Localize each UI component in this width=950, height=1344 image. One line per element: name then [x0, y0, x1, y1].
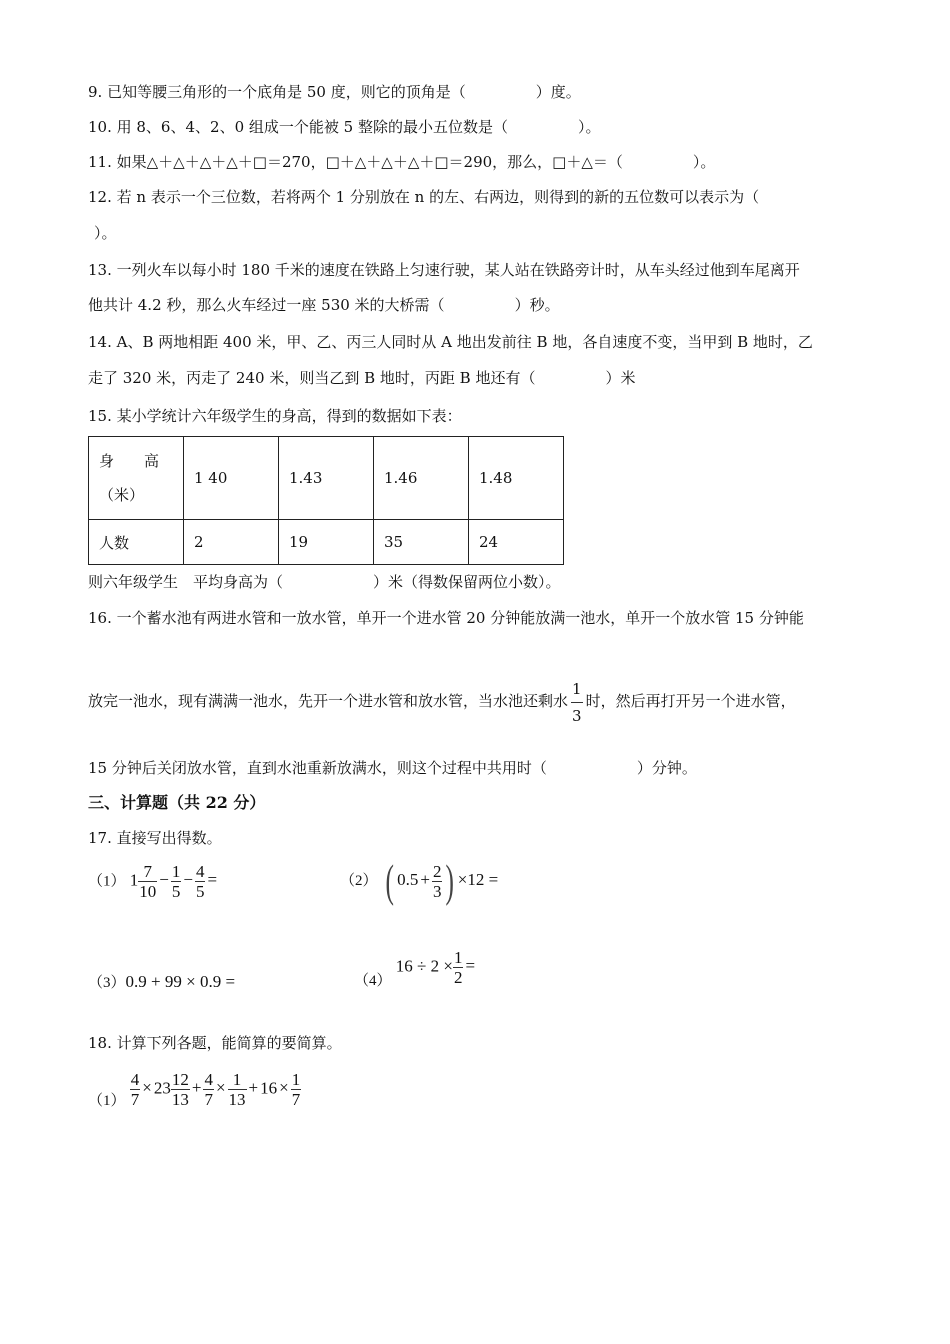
q16-text-end: ）分钟。 — [636, 759, 697, 777]
fraction — [171, 862, 182, 901]
question-15: 15. 某小学统计六年级学生的身高，得到的数据如下表： — [88, 407, 462, 425]
q16-fraction — [571, 676, 583, 729]
fraction-denominator: 5 — [195, 882, 205, 901]
fraction-denominator: 13 — [171, 1090, 189, 1109]
minus-sign: − — [159, 870, 169, 890]
mixed-whole: 23 — [153, 1078, 171, 1098]
question-10 — [88, 117, 600, 137]
fraction-denominator: 3 — [571, 702, 583, 729]
fraction-numerator: 1 — [171, 862, 181, 881]
height-row — [89, 437, 564, 520]
height-header-unit: （米） — [99, 486, 145, 504]
height-cell: 1.48 — [469, 437, 564, 520]
q16-text: 放完一池水，现有满满一池水，先开一个进水管和放水管，当水池还剩水 — [88, 692, 569, 710]
q9-text-end: ）度。 — [535, 83, 581, 101]
fraction-denominator: 7 — [291, 1090, 301, 1109]
fraction-denominator: 5 — [171, 882, 181, 901]
decimal-value: 0.5 — [397, 869, 419, 889]
part-label: （3） — [88, 975, 126, 991]
q16-text-line3: 15 分钟后关闭放水管，直到水池重新放满水，则这个过程中共用时（ — [88, 759, 547, 777]
q17-part-1 — [88, 862, 219, 901]
question-16-line2 — [88, 672, 796, 730]
q17-part-2 — [340, 855, 499, 906]
question-13-line2 — [88, 295, 560, 315]
fraction-numerator: 7 — [143, 862, 153, 881]
height-cell: 1.46 — [374, 437, 469, 520]
fraction-denominator: 7 — [130, 1090, 140, 1109]
part-label: （1） — [88, 873, 126, 890]
fraction-numerator: 1 — [232, 1070, 242, 1089]
fraction-numerator: 4 — [195, 862, 205, 881]
plus-sign: + — [191, 1078, 202, 1098]
fraction-denominator: 3 — [432, 881, 442, 901]
q9-text: 9. 已知等腰三角形的一个底角是 50 度，则它的顶角是（ — [88, 83, 466, 101]
q13-text-end: ）秒。 — [514, 296, 560, 314]
q14-text: 走了 320 米，丙走了 240 米，则当乙到 B 地时，丙距 B 地还有（ — [88, 369, 536, 387]
fraction — [291, 1070, 302, 1109]
height-cell: 1.43 — [279, 437, 374, 520]
fraction — [453, 948, 464, 987]
height-cell: 1 40 — [184, 437, 279, 520]
fraction-numerator: 1 — [572, 679, 582, 698]
fraction-numerator: 4 — [204, 1070, 213, 1089]
fraction-denominator: 10 — [139, 882, 157, 901]
part-label: （1） — [88, 1093, 126, 1110]
expression: 0.9 + 99 × 0.9 = — [125, 972, 236, 991]
whole-number: 16 — [260, 1078, 278, 1098]
count-cell: 24 — [469, 520, 564, 565]
part-label: （4） — [354, 973, 392, 990]
times-sign: × — [279, 1078, 289, 1098]
expression-tail: ×12 = — [457, 869, 499, 889]
fraction-numerator: 12 — [171, 1070, 189, 1089]
fraction — [228, 1070, 247, 1109]
count-row — [89, 520, 564, 565]
question-14: 14. A、B 两地相距 400 米，甲、乙、丙三人同时从 A 地出发前往 B 地，各自速度不变，当甲到 B 地时，乙 — [88, 333, 813, 351]
equals-sign: = — [207, 870, 218, 890]
fraction-numerator: 2 — [432, 861, 442, 881]
question-11 — [88, 152, 715, 172]
fraction — [130, 1070, 141, 1109]
fraction — [171, 1070, 190, 1109]
count-cell: 19 — [279, 520, 374, 565]
q11-text-end: ）。 — [692, 153, 716, 171]
q17-part-3 — [88, 972, 235, 993]
question-18: 18. 计算下列各题，能简算的要简算。 — [88, 1034, 342, 1052]
q13-text: 他共计 4.2 秒，那么火车经过一座 530 米的大桥需（ — [88, 296, 445, 314]
mixed-whole: 1 — [129, 870, 139, 890]
expression: 16 ÷ 2 × — [395, 956, 453, 976]
question-17: 17. 直接写出得数。 — [88, 829, 222, 847]
fraction-numerator: 1 — [291, 1070, 301, 1089]
question-16-line3 — [88, 758, 697, 778]
question-16: 16. 一个蓄水池有两进水管和一放水管，单开一个进水管 20 分钟能放满一池水，单开一个放水管 15 分钟能 — [88, 609, 804, 627]
fraction-denominator: 7 — [204, 1090, 213, 1109]
q15-text-end: ）米（得数保留两位小数）。 — [373, 573, 561, 591]
fraction-numerator: 4 — [130, 1070, 140, 1089]
q11-text: 11. 如果△＋△＋△＋△＋□＝270，□＋△＋△＋△＋□＝290，那么，□＋△＝（ — [88, 153, 623, 171]
question-14-line2 — [88, 368, 635, 388]
left-paren: ( — [385, 855, 394, 906]
fraction — [195, 862, 206, 901]
part-label: （2） — [340, 872, 378, 889]
plus-sign: + — [420, 869, 430, 889]
count-header-cell: 人数 — [89, 520, 184, 565]
height-table — [88, 436, 564, 565]
q14-text-end: ）米 — [605, 369, 636, 387]
q10-text-end: ）。 — [577, 118, 601, 136]
fraction — [432, 862, 443, 901]
q18-part-1 — [88, 1070, 301, 1109]
question-13: 13. 一列火车以每小时 180 千米的速度在铁路上匀速行驶，某人站在铁路旁计时，从车头经过他到车尾离开 — [88, 261, 800, 279]
height-header-label: 身 高 — [99, 452, 160, 470]
q10-text: 10. 用 8、6、4、2、0 组成一个能被 5 整除的最小五位数是（ — [88, 118, 508, 136]
fraction-numerator: 1 — [453, 948, 463, 967]
equals-sign: = — [465, 956, 476, 976]
times-sign: × — [215, 1078, 226, 1098]
minus-sign: − — [183, 870, 193, 890]
q12-text-end: ）。 — [94, 224, 117, 242]
count-cell: 2 — [184, 520, 279, 565]
times-sign: × — [142, 1078, 152, 1098]
fraction — [203, 1070, 214, 1109]
plus-sign: + — [248, 1078, 259, 1098]
height-header-cell — [89, 437, 184, 520]
count-cell: 35 — [374, 520, 469, 565]
question-12: 12. 若 n 表示一个三位数，若将两个 1 分别放在 n 的左、右两边，则得到的新的五位数可以表示为（ — [88, 188, 760, 206]
section-3-heading: 三、计算题（共 22 分） — [88, 793, 266, 812]
question-15-line2 — [88, 572, 561, 592]
question-12-line2 — [88, 223, 117, 243]
fraction — [138, 862, 157, 901]
right-paren: ) — [445, 855, 455, 906]
q16-text-middle: 时，然后再打开另一个进水管， — [585, 692, 796, 710]
fraction-denominator: 13 — [228, 1090, 246, 1109]
question-9 — [88, 82, 581, 102]
q17-part-4 — [354, 948, 477, 990]
fraction-denominator: 2 — [453, 968, 463, 987]
q15-text: 则六年级学生 平均身高为（ — [88, 573, 284, 591]
